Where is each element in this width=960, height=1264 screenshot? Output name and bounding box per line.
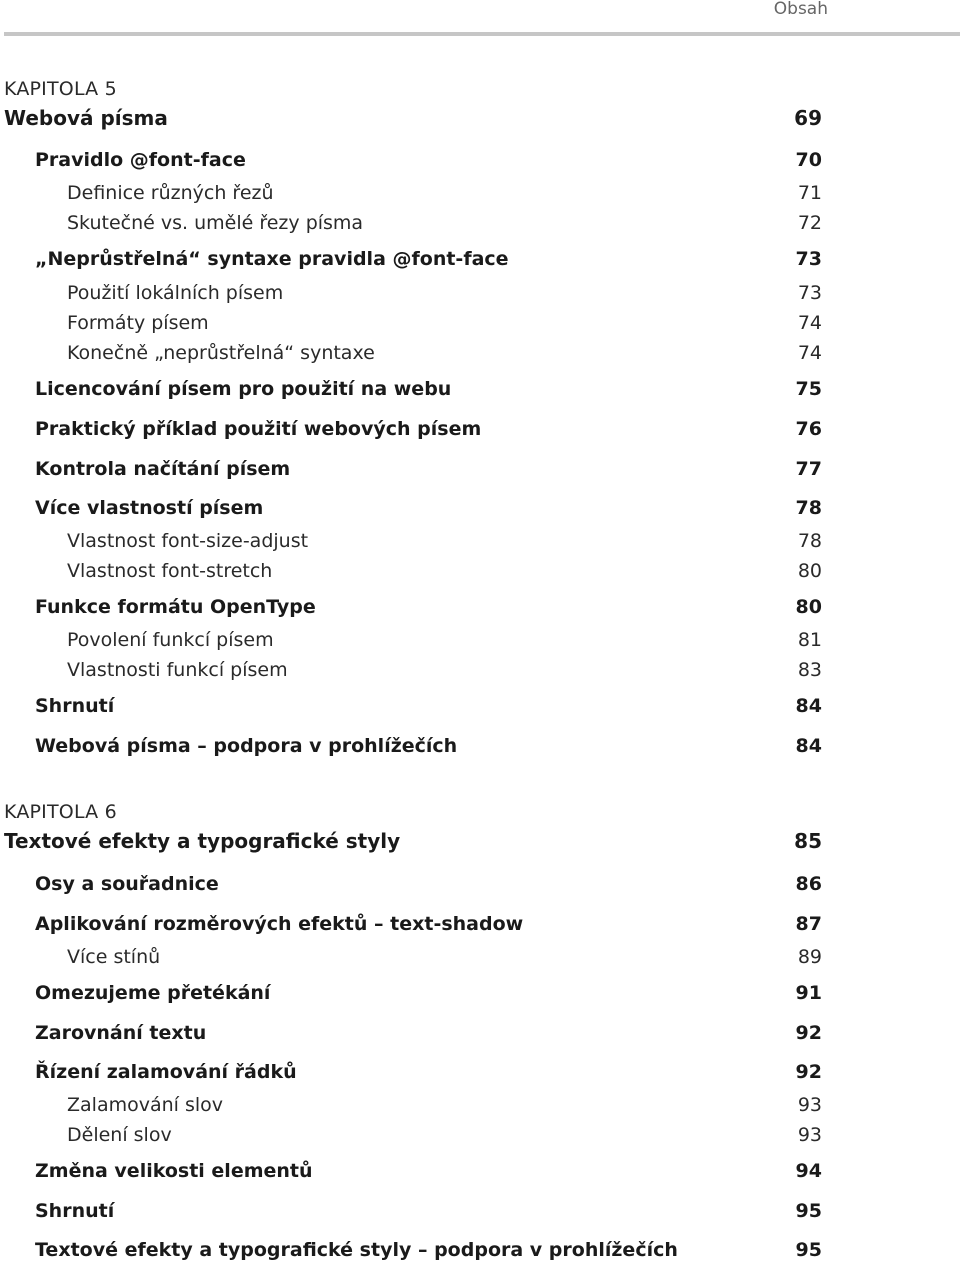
page-number: 73 <box>795 248 822 270</box>
page-number: 80 <box>795 596 822 618</box>
entry-title: Více vlastností písem <box>35 497 264 519</box>
page-number: 69 <box>794 106 822 130</box>
page-number: 74 <box>797 342 822 364</box>
page-number: 80 <box>797 560 822 582</box>
page-number: 89 <box>797 946 822 968</box>
toc-section-entry[interactable] <box>35 378 822 400</box>
page-number: 87 <box>795 913 822 935</box>
toc-section-entry[interactable] <box>35 735 822 757</box>
toc-section-entry[interactable] <box>35 1061 822 1083</box>
entry-title: Vlastnosti funkcí písem <box>67 659 288 681</box>
toc-section-entry[interactable] <box>35 248 822 270</box>
toc-section-entry[interactable] <box>35 418 822 440</box>
entry-title: Textové efekty a typografické styly – podpora v prohlížečích <box>35 1239 678 1261</box>
entry-title: Skutečné vs. umělé řezy písma <box>67 212 364 234</box>
page-number: 92 <box>795 1061 822 1083</box>
toc-section-entry[interactable] <box>35 1239 822 1261</box>
toc-section-entry[interactable] <box>35 1160 822 1182</box>
toc-subsection-entry[interactable] <box>67 946 822 968</box>
page-number: 72 <box>797 212 822 234</box>
toc-section-entry[interactable] <box>35 913 822 935</box>
page-number: 78 <box>797 530 822 552</box>
page-number: 95 <box>795 1239 822 1261</box>
entry-title: Pravidlo @font-face <box>35 149 246 171</box>
toc-section-entry[interactable] <box>35 458 822 480</box>
page-number: 70 <box>795 149 822 171</box>
page-number: 86 <box>795 873 822 895</box>
entry-title: Shrnutí <box>35 1200 115 1222</box>
toc-subsection-entry[interactable] <box>67 212 822 234</box>
entry-title: Aplikování rozměrových efektů – text-shadow <box>35 913 524 935</box>
entry-title: Webová písma – podpora v prohlížečích <box>35 735 458 757</box>
toc-section-entry[interactable] <box>35 596 822 618</box>
page-number: 85 <box>794 829 822 853</box>
chapter-title: Textové efekty a typografické styly <box>4 829 401 853</box>
toc-subsection-entry[interactable] <box>67 659 822 681</box>
page-number: 83 <box>797 659 822 681</box>
page-number: 92 <box>795 1022 822 1044</box>
page-number: 93 <box>797 1124 822 1146</box>
entry-title: Praktický příklad použití webových písem <box>35 418 482 440</box>
entry-title: Více stínů <box>67 946 161 968</box>
entry-title: Povolení funkcí písem <box>67 629 274 651</box>
chapter-label: KAPITOLA 6 <box>4 801 117 823</box>
toc-section-entry[interactable] <box>35 1022 822 1044</box>
toc-subsection-entry[interactable] <box>67 629 822 651</box>
entry-title: Dělení slov <box>67 1124 172 1146</box>
entry-title: Použití lokálních písem <box>67 282 284 304</box>
entry-title: „Neprůstřelná“ syntaxe pravidla @font-face <box>35 248 509 270</box>
page-number: 75 <box>795 378 822 400</box>
page-number: 84 <box>795 735 822 757</box>
toc-subsection-entry[interactable] <box>67 182 822 204</box>
entry-title: Zalamování slov <box>67 1094 224 1116</box>
entry-title: Řízení zalamování řádků <box>35 1061 297 1083</box>
toc-subsection-entry[interactable] <box>67 530 822 552</box>
page-number: 77 <box>795 458 822 480</box>
toc-section-entry[interactable] <box>35 149 822 171</box>
entry-title: Osy a souřadnice <box>35 873 219 895</box>
entry-title: Kontrola načítání písem <box>35 458 291 480</box>
entry-title: Formáty písem <box>67 312 209 334</box>
entry-title: Vlastnost font-size-adjust <box>67 530 309 552</box>
entry-title: Shrnutí <box>35 695 115 717</box>
entry-title: Konečně „neprůstřelná“ syntaxe <box>67 342 375 364</box>
toc-subsection-entry[interactable] <box>67 312 822 334</box>
page-number: 73 <box>797 282 822 304</box>
entry-title: Definice různých řezů <box>67 182 274 204</box>
toc-subsection-entry[interactable] <box>67 282 822 304</box>
page-number: 94 <box>795 1160 822 1182</box>
entry-title: Omezujeme přetékání <box>35 982 271 1004</box>
page-number: 78 <box>795 497 822 519</box>
toc-subsection-entry[interactable] <box>67 1094 822 1116</box>
chapter-title: Webová písma <box>4 106 168 130</box>
chapter-title-row[interactable] <box>4 106 822 130</box>
toc-section-entry[interactable] <box>35 695 822 717</box>
toc-subsection-entry[interactable] <box>67 342 822 364</box>
page-number: 91 <box>795 982 822 1004</box>
entry-title: Zarovnání textu <box>35 1022 207 1044</box>
toc-section-entry[interactable] <box>35 982 822 1004</box>
chapter-title-row[interactable] <box>4 829 822 853</box>
page-number: 76 <box>795 418 822 440</box>
toc-section-entry[interactable] <box>35 1200 822 1222</box>
header-rule <box>4 32 960 36</box>
entry-title: Licencování písem pro použití na webu <box>35 378 452 400</box>
toc-subsection-entry[interactable] <box>67 560 822 582</box>
page-number: 81 <box>797 629 822 651</box>
entry-title: Funkce formátu OpenType <box>35 596 316 618</box>
chapter-label: KAPITOLA 5 <box>4 78 117 100</box>
page-number: 84 <box>795 695 822 717</box>
page-number: 93 <box>797 1094 822 1116</box>
page-number: 71 <box>797 182 822 204</box>
running-head: Obsah <box>773 0 828 19</box>
page-number: 95 <box>795 1200 822 1222</box>
entry-title: Vlastnost font-stretch <box>67 560 273 582</box>
toc-section-entry[interactable] <box>35 873 822 895</box>
toc-subsection-entry[interactable] <box>67 1124 822 1146</box>
page-number: 74 <box>797 312 822 334</box>
toc-section-entry[interactable] <box>35 497 822 519</box>
entry-title: Změna velikosti elementů <box>35 1160 313 1182</box>
